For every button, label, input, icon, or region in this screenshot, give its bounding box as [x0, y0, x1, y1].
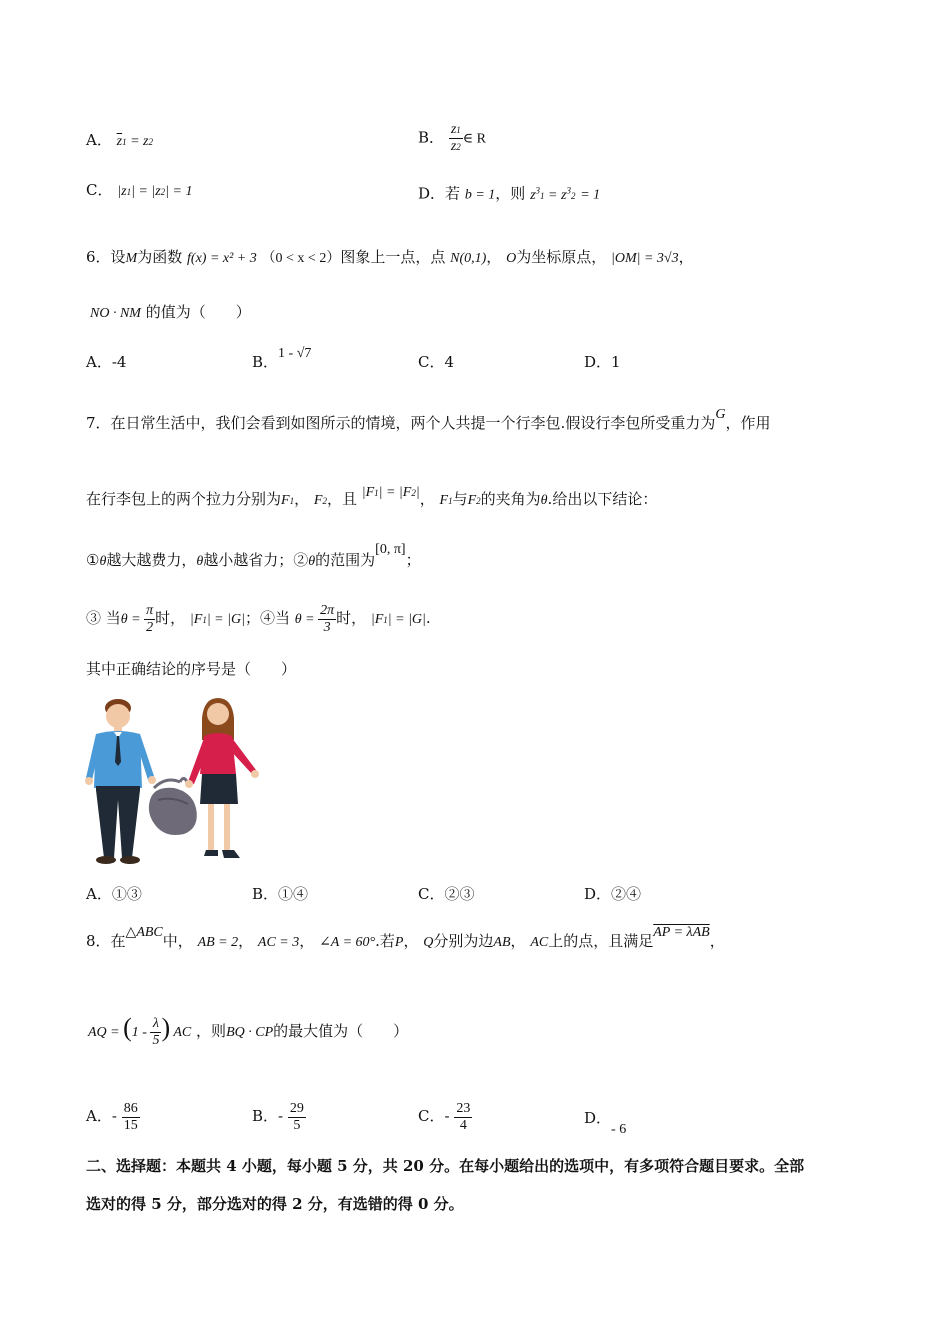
f1-eq-f2: |F1| = |F2|: [361, 485, 420, 500]
q5-option-d: D．若 b = 1，则 $z^31 = z^32 = 1$: [418, 184, 601, 203]
q8-option-d: D．- 6: [584, 1109, 627, 1137]
q8-stem-line2: AQ = (1 - $\frac{\lambda}{5}$ ) AC ，则BQ · CP的最大值为（ ）: [88, 1013, 409, 1049]
q7-option-d: D．②④: [584, 885, 642, 903]
f1: F1: [281, 493, 295, 508]
f1-eq-g-a: |F1| = |G|: [189, 612, 245, 627]
q8-c-fraction: $\frac{23}{4}$: [456, 1100, 471, 1133]
q8-b-fraction: $\frac{29}{5}$: [289, 1100, 304, 1133]
q7-option-b: B．①④: [252, 885, 309, 903]
q8-option-a: A．- $\frac{86}{15}$: [86, 1100, 138, 1133]
theta-eq-2pi-3: θ = $\frac{2\pi}{3}$: [294, 603, 335, 636]
f2: F2: [313, 493, 327, 508]
woman-figure: [185, 698, 259, 858]
f1b: F1: [439, 493, 453, 508]
q6-stem-line1: 6．设M为函数 f(x) = x² + 3 （0 < x < 2）图象上一点，点 N(0,1)， O为坐标原点， |OM| = 3√3，: [86, 248, 694, 266]
q8-a-fraction: $\frac{86}{15}$: [123, 1100, 138, 1133]
f2b: F2: [467, 493, 481, 508]
f1-eq-g-b: |F1| = |G|: [370, 612, 426, 627]
q7-stem-line5: 其中正确结论的序号是（ ）: [86, 660, 297, 678]
section2-line1: 二、选择题：本题共 4 小题，每小题 5 分，共 20 分。在每小题给出的选项中，有多项符合题目要求。全部: [86, 1157, 805, 1175]
man-figure: [85, 699, 156, 864]
q8-option-c: C．- $\frac{23}{4}$: [418, 1100, 471, 1133]
q6-stem-line2: NO · NM 的值为（ ）: [90, 303, 251, 321]
q6-option-c: C．4: [418, 353, 455, 371]
q7-stem-line4: ③ 当θ = $\frac{\pi}{2}$ 时， |F1| = |G|；④当 θ = $\frac{2\pi}{3}$ 时， |F1| = |G|.: [86, 603, 431, 636]
q7-option-c: C．②③: [418, 885, 475, 903]
q7-stem-line2: 在行李包上的两个拉力分别为F1， F2，且 |F1| = |F2|， F1与F2的夹角为θ.给出以下结论：: [86, 485, 658, 508]
q8-stem-line1: 8．在△ABC中， AB = 2， AC = 3， ∠A = 60°.若P， Q分别为边AB， AC上的点，且满足AP = λAB，: [86, 925, 725, 950]
q6-option-d: D．1: [584, 353, 621, 371]
q5-c-formula: |z1| = |z2| = 1: [117, 184, 193, 199]
q5-option-c: C． |z1| = |z2| = 1: [86, 181, 193, 199]
q7-stem-line3: ①θ越大越费力，θ越小越省力；②θ的范围为[0, π]；: [86, 542, 421, 569]
q8-option-b: B．- $\frac{29}{5}$: [252, 1100, 304, 1133]
q7-stem-line1: 7．在日常生活中，我们会看到如图所示的情境，两个人共提一个行李包.假设行李包所受重力为G，作用: [86, 407, 771, 432]
aq-formula: AQ = (1 - $\frac{\lambda}{5}$ ) AC: [88, 1013, 192, 1049]
q5-b-fraction: $\frac{z1}{z2}$: [450, 122, 461, 154]
luggage-illustration: [84, 688, 264, 866]
q7-option-a: A．①③: [86, 885, 142, 903]
q6-option-b: B．1 - √7: [252, 346, 312, 371]
theta-eq-pi-2: θ = $\frac{\pi}{2}$: [120, 603, 154, 636]
q5-option-a: A． $\overline{z}1 = z2$: [86, 131, 153, 149]
q5-option-b: B． $\frac{z1}{z2}$ ∈ R: [418, 122, 486, 154]
q6-option-a: A．-4: [86, 353, 127, 371]
section2-line2: 选对的得 5 分，部分选对的得 2 分，有选错的得 0 分。: [86, 1195, 464, 1213]
q5-d-formula: $z^31 = z^32$: [530, 185, 576, 203]
q5-a-formula: $\overline{z}1 = z2$: [116, 134, 153, 149]
